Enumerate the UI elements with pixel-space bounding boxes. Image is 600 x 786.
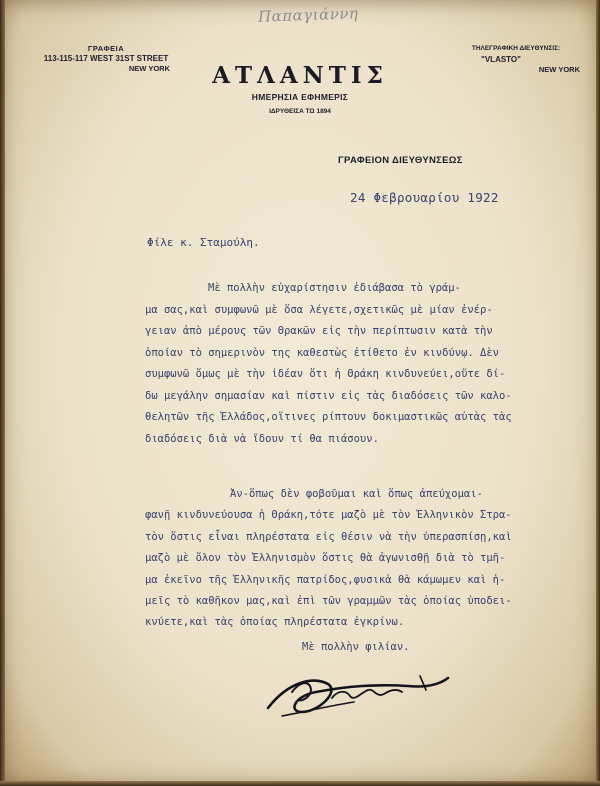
newspaper-masthead: ΑΤΛΑΝΤΙΣ: [212, 62, 388, 89]
department-label: ΓΡΑΦΕΙΟΝ ΔΙΕΥΘΥΝΣΕΩΣ: [338, 155, 463, 166]
office-city: NEW YORK: [128, 64, 170, 73]
letter-line: κνύετε,καὶ τὰς ὁποίας πληρέστατα ἐγκρίνω.: [145, 616, 405, 629]
letter-line: Μὲ πολλὴν εὐχαρίστησιν ἐδιάβασα τὸ γράμ-: [208, 282, 461, 294]
telegraph-city: NEW YORK: [538, 65, 580, 74]
letter-line: ὁποίαν τὸ σημερινὸν της καθεστὼς ἐτίθετο ἐν κινδύνῳ. Δὲν: [145, 346, 500, 359]
office-address: 113-115-117 WEST 31ST STREET: [43, 54, 169, 63]
signature: [258, 662, 458, 722]
page-edge-bottom: [0, 781, 600, 786]
paragraph-2: [145, 484, 512, 634]
letter-line: Ἀν-ὅπως δὲν φοβοῦμαι καὶ ὅπως ἀπεύχομαι-: [230, 488, 483, 500]
pencil-annotation: Παπαγιάννη: [257, 4, 359, 26]
telegraph-label: ΤΗΛΕΓΡΑΦΙΚΗ ΔΙΕΥΘΥΝΣΙΣ:: [471, 45, 561, 52]
page-edge-left: [0, 0, 5, 786]
newspaper-subtitle: ΗΜΕΡΗΣΙΑ ΕΦΗΜΕΡΙΣ: [251, 92, 349, 102]
letter-line: διαδόσεις διὰ νὰ ἴδουν τί θα πιάσουν.: [145, 432, 379, 445]
office-address-block: [26, 44, 186, 74]
letter-line: μα σας,καὶ συμφωνῶ μὲ ὅσα λέγετε,σχετικῶς μὲ μίαν ἐνέρ-: [145, 303, 493, 316]
telegraph-address-block: [452, 44, 580, 75]
letter-line: μαζὸ μὲ ὅλον τὸν Ἑλληνισμὸν ὅστις θὰ ἀγωνισθῇ διὰ τὸ τμῆ-: [145, 552, 506, 565]
letter-line: τὸν ὅστις εἶναι πληρέστατα εἰς θέσιν νὰ τὴν ὑπερασπίσῃ,καὶ: [145, 530, 512, 543]
page-edge-right: [596, 0, 600, 786]
letter-line: θελητῶν τῆς Ἑλλάδος,οἵτινες ρίπτουν δοκιμαστικῶς αὐτὰς τὰς: [145, 411, 512, 423]
paragraph-1: [145, 278, 512, 450]
letter-line: μα ἐκεῖνο τῆς Ἑλληνικῆς πατρίδος,φυσικὰ θὰ κάμωμεν καὶ ἡ-: [145, 573, 506, 586]
telegraph-address: "VLASTO": [481, 55, 521, 64]
closing: Μὲ πολλὴν φιλίαν.: [302, 641, 410, 653]
salutation: Φίλε κ. Σταμούλη.: [147, 236, 260, 249]
letter-line: δω μεγάλην σημασίαν καὶ πίστιν εἰς τὰς διαδόσεις τῶν καλο-: [145, 389, 512, 402]
letter-line: συμφωνῶ ὅμως μὲ τὴν ἰδέαν ὅτι ἡ Θράκη κινδυνεύει,οὔτε δί-: [145, 368, 506, 380]
letter-line: φανῇ κινδυνεύουσα ἡ Θράκη,τότε μαζὸ μὲ τὸν Ἑλληνικὸν Στρα-: [145, 509, 512, 522]
offices-label: ΓΡΑΦΕΙΑ: [87, 44, 125, 53]
letter-line: μεῖς τὸ καθῆκον μας,καὶ ἐπὶ τῶν γραμμῶν τὰς ὁποίας ὑποδει-: [145, 595, 512, 608]
founded-line: ΙΔΡΥΘΕΙΣΑ ΤΩ 1894: [269, 108, 331, 115]
letter-date: 24 Φεβρουαρίου 1922: [350, 190, 499, 205]
letter-line: γειαν ἀπὸ μέρους τῶν Θρακῶν εἰς τὴν περίπτωσιν κατὰ τὴν: [145, 325, 493, 337]
